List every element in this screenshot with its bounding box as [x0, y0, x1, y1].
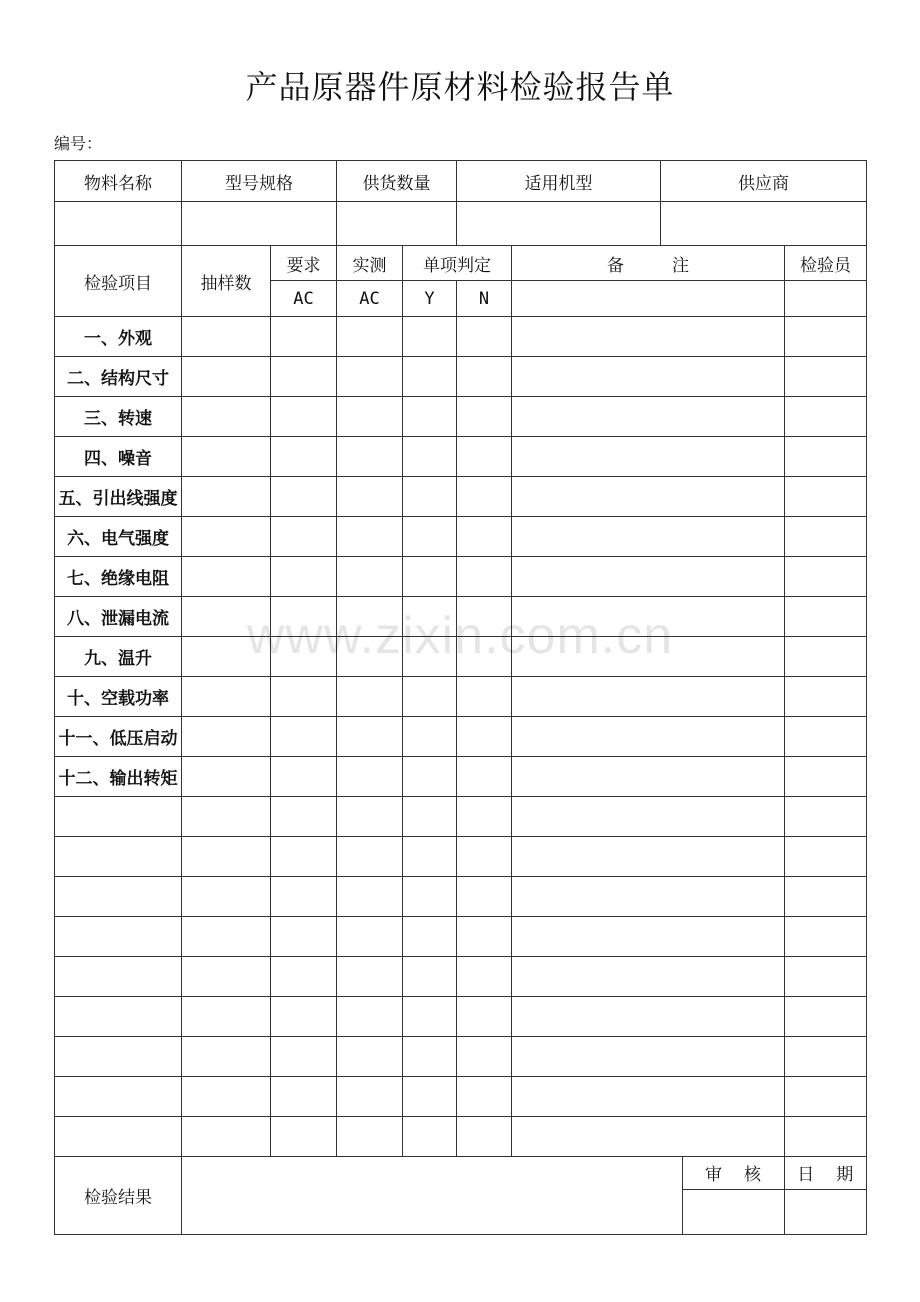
inspection-item-label: 十二、输出转矩 — [55, 757, 182, 797]
column-header-row — [55, 246, 867, 281]
remark-cell[interactable] — [512, 597, 785, 637]
judge-y-cell[interactable] — [403, 597, 457, 637]
serial-number-label: 编号： — [54, 134, 103, 153]
remark-cell[interactable] — [512, 957, 785, 997]
inspector-cell[interactable] — [785, 357, 867, 397]
inspection-item-label: 二、结构尺寸 — [55, 357, 182, 397]
inspection-item-label: 五、引出线强度 — [55, 477, 182, 517]
inspector-cell[interactable] — [785, 717, 867, 757]
remark-cell[interactable] — [512, 757, 785, 797]
judge-n-cell[interactable] — [457, 437, 512, 477]
require-cell[interactable] — [271, 477, 337, 517]
review-value[interactable] — [682, 1189, 784, 1234]
require-cell[interactable] — [271, 837, 337, 877]
item-cell[interactable] — [55, 957, 182, 997]
require-cell[interactable] — [271, 357, 337, 397]
require-cell[interactable] — [271, 957, 337, 997]
remark-cell[interactable] — [512, 397, 785, 437]
sample-cell[interactable] — [182, 437, 271, 477]
blank-row — [55, 1077, 867, 1117]
judge-y-cell[interactable] — [403, 757, 457, 797]
remark-cell[interactable] — [512, 1037, 785, 1077]
sample-column-header: 抽样数 — [182, 246, 271, 317]
inspector-cell[interactable] — [785, 517, 867, 557]
remark-cell[interactable] — [512, 917, 785, 957]
sample-cell[interactable] — [182, 677, 271, 717]
item-cell[interactable] — [55, 997, 182, 1037]
measured-ac-label: AC — [337, 281, 403, 317]
sample-cell[interactable] — [182, 517, 271, 557]
judge-y-cell[interactable] — [403, 917, 457, 957]
blank-rows — [55, 797, 867, 1157]
remark-cell[interactable] — [512, 357, 785, 397]
inspector-cell[interactable] — [785, 917, 867, 957]
judgement-n-label: N — [457, 281, 512, 317]
require-cell[interactable] — [271, 677, 337, 717]
supply-qty-header: 供货数量 — [337, 161, 457, 202]
judgement-y-label: Y — [403, 281, 457, 317]
table-row — [55, 517, 867, 557]
judge-n-cell[interactable] — [457, 1037, 512, 1077]
result-area — [182, 1157, 867, 1235]
remark-cell[interactable] — [512, 1077, 785, 1117]
table-row — [55, 717, 867, 757]
inspector-cell[interactable] — [785, 317, 867, 357]
measured-cell[interactable] — [337, 997, 403, 1037]
require-cell[interactable] — [271, 397, 337, 437]
measured-cell[interactable] — [337, 317, 403, 357]
inspector-cell[interactable] — [785, 957, 867, 997]
model-spec-value[interactable] — [182, 202, 337, 246]
remark-cell[interactable] — [512, 517, 785, 557]
measured-cell[interactable] — [337, 837, 403, 877]
watermark: www.zixin.com.cn — [246, 607, 674, 665]
require-cell[interactable] — [271, 717, 337, 757]
judge-y-cell[interactable] — [403, 557, 457, 597]
header-row — [55, 161, 867, 202]
sample-cell[interactable] — [182, 797, 271, 837]
date-label — [784, 1157, 866, 1189]
measured-cell[interactable] — [337, 477, 403, 517]
sample-cell[interactable] — [182, 877, 271, 917]
remark-cell[interactable] — [512, 317, 785, 357]
judge-n-cell[interactable] — [457, 757, 512, 797]
table-row — [55, 757, 867, 797]
inspector-cell[interactable] — [785, 397, 867, 437]
require-cell[interactable] — [271, 597, 337, 637]
measured-cell[interactable] — [337, 917, 403, 957]
judge-n-cell[interactable] — [457, 677, 512, 717]
applicable-model-value[interactable] — [457, 202, 661, 246]
measured-cell[interactable] — [337, 597, 403, 637]
judge-n-cell[interactable] — [457, 597, 512, 637]
sample-cell[interactable] — [182, 637, 271, 677]
supply-qty-value[interactable] — [337, 202, 457, 246]
judge-y-cell[interactable] — [403, 957, 457, 997]
require-cell[interactable] — [271, 797, 337, 837]
review-char-1: 审 — [705, 1165, 722, 1186]
inspection-item-label: 四、噪音 — [55, 437, 182, 477]
table-row — [55, 557, 867, 597]
measured-cell[interactable] — [337, 517, 403, 557]
date-char-1: 日 — [797, 1165, 815, 1186]
sample-cell[interactable] — [182, 357, 271, 397]
remark-char-2: 注 — [672, 255, 689, 276]
inspection-item-label: 十一、低压启动 — [55, 717, 182, 757]
judge-n-cell[interactable] — [457, 517, 512, 557]
inspector-cell[interactable] — [785, 757, 867, 797]
blank-row — [55, 1037, 867, 1077]
inspection-item-label: 三、转速 — [55, 397, 182, 437]
require-cell[interactable] — [271, 757, 337, 797]
signature-block — [182, 1157, 866, 1234]
measured-cell[interactable] — [337, 1117, 403, 1157]
judge-n-cell[interactable] — [457, 797, 512, 837]
judge-y-cell[interactable] — [403, 637, 457, 677]
remark-subcell — [512, 281, 785, 317]
judge-y-cell[interactable] — [403, 1037, 457, 1077]
remark-column-header — [512, 246, 785, 281]
blank-row — [55, 797, 867, 837]
judge-y-cell[interactable] — [403, 517, 457, 557]
inspection-item-label: 一、外观 — [55, 317, 182, 357]
date-char-2: 期 — [836, 1165, 854, 1186]
require-cell[interactable] — [271, 997, 337, 1037]
require-cell[interactable] — [271, 557, 337, 597]
date-value[interactable] — [784, 1189, 866, 1234]
measured-column-header: 实测 — [337, 246, 403, 281]
remark-cell[interactable] — [512, 677, 785, 717]
sample-cell[interactable] — [182, 317, 271, 357]
inspector-column-header: 检验员 — [785, 246, 867, 281]
sample-cell[interactable] — [182, 997, 271, 1037]
inspector-cell[interactable] — [785, 437, 867, 477]
inspection-item-label: 七、绝缘电阻 — [55, 557, 182, 597]
judge-n-cell[interactable] — [457, 1077, 512, 1117]
remark-cell[interactable] — [512, 797, 785, 837]
inspector-cell[interactable] — [785, 1037, 867, 1077]
inspector-cell[interactable] — [785, 997, 867, 1037]
table-row — [55, 597, 867, 637]
judge-y-cell[interactable] — [403, 797, 457, 837]
measured-cell[interactable] — [337, 437, 403, 477]
require-cell[interactable] — [271, 317, 337, 357]
judge-n-cell[interactable] — [457, 397, 512, 437]
blank-row — [55, 917, 867, 957]
judge-n-cell[interactable] — [457, 357, 512, 397]
item-cell[interactable] — [55, 877, 182, 917]
result-value[interactable] — [182, 1157, 682, 1234]
inspector-cell[interactable] — [785, 797, 867, 837]
judge-n-cell[interactable] — [457, 557, 512, 597]
item-cell[interactable] — [55, 917, 182, 957]
sample-cell[interactable] — [182, 837, 271, 877]
inspector-cell[interactable] — [785, 877, 867, 917]
item-cell[interactable] — [55, 797, 182, 837]
table-row — [55, 637, 867, 677]
judge-y-cell[interactable] — [403, 717, 457, 757]
applicable-model-header: 适用机型 — [457, 161, 661, 202]
require-cell[interactable] — [271, 877, 337, 917]
table-row — [55, 437, 867, 477]
blank-row — [55, 957, 867, 997]
judge-y-cell[interactable] — [403, 677, 457, 717]
remark-cell[interactable] — [512, 877, 785, 917]
judge-y-cell[interactable] — [403, 477, 457, 517]
table-row — [55, 477, 867, 517]
remark-cell[interactable] — [512, 717, 785, 757]
inspection-item-label: 九、温升 — [55, 637, 182, 677]
judge-n-cell[interactable] — [457, 717, 512, 757]
material-name-value[interactable] — [55, 202, 182, 246]
remark-cell[interactable] — [512, 637, 785, 677]
measured-cell[interactable] — [337, 717, 403, 757]
blank-row — [55, 1117, 867, 1157]
sample-cell[interactable] — [182, 557, 271, 597]
measured-cell[interactable] — [337, 557, 403, 597]
inspection-item-rows — [55, 317, 867, 797]
sample-cell[interactable] — [182, 477, 271, 517]
judge-y-cell[interactable] — [403, 877, 457, 917]
require-cell[interactable] — [271, 637, 337, 677]
require-cell[interactable] — [271, 917, 337, 957]
header-value-row — [55, 202, 867, 246]
judgement-column-header: 单项判定 — [403, 246, 512, 281]
remark-cell[interactable] — [512, 997, 785, 1037]
document-title: 产品原器件原材料检验报告单 — [245, 68, 675, 106]
sample-cell[interactable] — [182, 717, 271, 757]
inspector-cell[interactable] — [785, 477, 867, 517]
judge-y-cell[interactable] — [403, 397, 457, 437]
measured-cell[interactable] — [337, 677, 403, 717]
result-row — [55, 1157, 867, 1235]
measured-cell[interactable] — [337, 357, 403, 397]
inspection-item-label: 八、泄漏电流 — [55, 597, 182, 637]
inspector-subcell — [785, 281, 867, 317]
blank-row — [55, 997, 867, 1037]
model-spec-header: 型号规格 — [182, 161, 337, 202]
item-cell[interactable] — [55, 1077, 182, 1117]
sample-cell[interactable] — [182, 597, 271, 637]
require-cell[interactable] — [271, 1117, 337, 1157]
inspector-cell[interactable] — [785, 1077, 867, 1117]
remark-char-1: 备 — [607, 255, 624, 276]
judge-n-cell[interactable] — [457, 637, 512, 677]
supplier-value[interactable] — [661, 202, 867, 246]
sample-cell[interactable] — [182, 1117, 271, 1157]
judge-n-cell[interactable] — [457, 957, 512, 997]
judge-n-cell[interactable] — [457, 317, 512, 357]
measured-cell[interactable] — [337, 1077, 403, 1117]
judge-y-cell[interactable] — [403, 1117, 457, 1157]
item-cell[interactable] — [55, 837, 182, 877]
material-name-header: 物料名称 — [55, 161, 182, 202]
judge-n-cell[interactable] — [457, 877, 512, 917]
review-label — [682, 1157, 784, 1189]
judge-n-cell[interactable] — [457, 477, 512, 517]
measured-cell[interactable] — [337, 757, 403, 797]
measured-cell[interactable] — [337, 1037, 403, 1077]
judge-n-cell[interactable] — [457, 997, 512, 1037]
inspector-cell[interactable] — [785, 677, 867, 717]
remark-cell[interactable] — [512, 437, 785, 477]
judge-y-cell[interactable] — [403, 1077, 457, 1117]
item-cell[interactable] — [55, 1037, 182, 1077]
remark-cell[interactable] — [512, 557, 785, 597]
table-row — [55, 397, 867, 437]
inspection-report-table — [54, 160, 867, 1235]
measured-cell[interactable] — [337, 877, 403, 917]
require-cell[interactable] — [271, 1037, 337, 1077]
blank-row — [55, 877, 867, 917]
table-row — [55, 357, 867, 397]
sample-cell[interactable] — [182, 397, 271, 437]
judge-y-cell[interactable] — [403, 357, 457, 397]
judge-n-cell[interactable] — [457, 1117, 512, 1157]
inspector-cell[interactable] — [785, 557, 867, 597]
blank-row — [55, 837, 867, 877]
measured-cell[interactable] — [337, 957, 403, 997]
sample-cell[interactable] — [182, 1077, 271, 1117]
inspector-cell[interactable] — [785, 637, 867, 677]
require-cell[interactable] — [271, 517, 337, 557]
measured-cell[interactable] — [337, 397, 403, 437]
item-cell[interactable] — [55, 1117, 182, 1157]
inspection-item-label: 六、电气强度 — [55, 517, 182, 557]
require-cell[interactable] — [271, 437, 337, 477]
inspector-cell[interactable] — [785, 597, 867, 637]
inspection-item-label: 十、空载功率 — [55, 677, 182, 717]
sample-cell[interactable] — [182, 757, 271, 797]
require-ac-label: AC — [271, 281, 337, 317]
judge-y-cell[interactable] — [403, 437, 457, 477]
remark-cell[interactable] — [512, 837, 785, 877]
judge-n-cell[interactable] — [457, 837, 512, 877]
measured-cell[interactable] — [337, 797, 403, 837]
inspector-cell[interactable] — [785, 1117, 867, 1157]
inspector-cell[interactable] — [785, 837, 867, 877]
review-char-2: 核 — [744, 1165, 761, 1186]
supplier-header: 供应商 — [661, 161, 867, 202]
item-column-header: 检验项目 — [55, 246, 182, 317]
remark-cell[interactable] — [512, 1117, 785, 1157]
table-row — [55, 677, 867, 717]
require-cell[interactable] — [271, 1077, 337, 1117]
table-row — [55, 317, 867, 357]
measured-cell[interactable] — [337, 637, 403, 677]
sample-cell[interactable] — [182, 957, 271, 997]
judge-y-cell[interactable] — [403, 317, 457, 357]
sample-cell[interactable] — [182, 1037, 271, 1077]
remark-cell[interactable] — [512, 477, 785, 517]
sample-cell[interactable] — [182, 917, 271, 957]
require-column-header: 要求 — [271, 246, 337, 281]
result-label: 检验结果 — [55, 1157, 182, 1235]
judge-y-cell[interactable] — [403, 997, 457, 1037]
judge-n-cell[interactable] — [457, 917, 512, 957]
judge-y-cell[interactable] — [403, 837, 457, 877]
